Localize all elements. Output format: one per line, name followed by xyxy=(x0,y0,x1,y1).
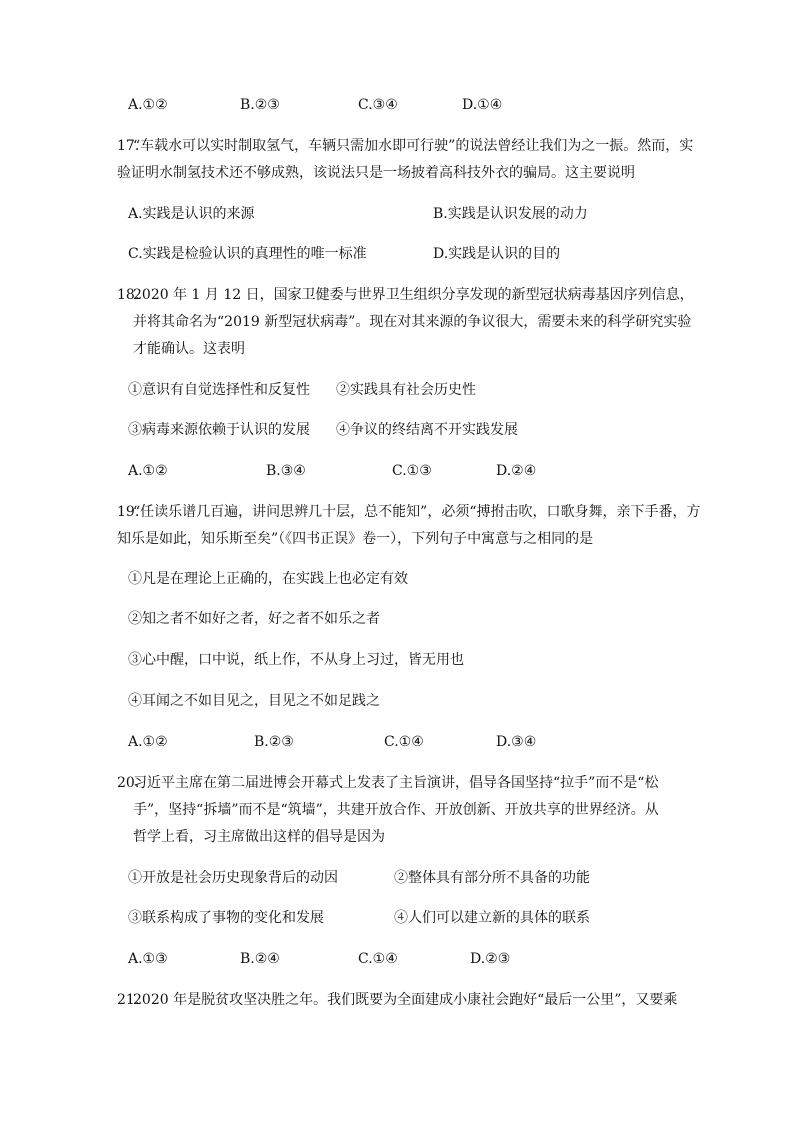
statement-3: ③心中醒，口中说，纸上作，不从身上习过，皆无用也 xyxy=(128,652,464,668)
statement-1: ①凡是在理论上正确的，在实践上也必定有效 xyxy=(128,571,408,587)
option-d: D.实践是认识的目的 xyxy=(433,246,561,262)
question-text-line: 知乐是如此，知乐斯至矣”（《四书正误》卷一），下列句子中寓意与之相同的是 xyxy=(117,531,594,547)
option-d: D.②④ xyxy=(496,463,537,479)
option-a: A.①③ xyxy=(128,951,168,967)
statement-2: ②知之者不如好之者，好之者不如乐之者 xyxy=(128,611,380,627)
statement-1: ①意识有自觉选择性和反复性 xyxy=(128,382,310,398)
statement-3: ③病毒来源依赖于认识的发展 xyxy=(128,422,310,438)
question-number: 20. xyxy=(117,775,140,791)
option-b: B.②③ xyxy=(240,97,280,113)
option-d: D.①④ xyxy=(462,97,503,113)
option-a: A.实践是认识的来源 xyxy=(128,206,255,222)
statement-4: ④人们可以建立新的具体的联系 xyxy=(394,910,590,926)
option-c: C.①③ xyxy=(392,463,432,479)
question-text-line: “任读乐谱几百遍，讲问思辨几十层，总不能知”，必须“搏拊击吹，口歌身舞，亲下手番，方 xyxy=(133,504,701,520)
question-number: 18. xyxy=(117,287,140,303)
question-text-line: 才能确认。这表明 xyxy=(133,341,245,357)
option-c: C.③④ xyxy=(358,97,398,113)
question-text-line: 验证明水制氢技术还不够成熟，该说法只是一场披着高科技外衣的骗局。这主要说明 xyxy=(117,165,635,181)
question-text-line: 手”，坚持“拆墙”而不是“筑墙”，共建开放合作、开放创新、开放共享的世界经济。从 xyxy=(133,802,659,818)
options-row xyxy=(0,461,794,481)
question-text-line: “车载水可以实时制取氢气，车辆只需加水即可行驶”的说法曾经让我们为之一振。然而，实 xyxy=(133,138,694,154)
option-c: C.①④ xyxy=(384,734,424,750)
statement-1: ①开放是社会历史现象背后的动因 xyxy=(128,870,338,886)
options-row xyxy=(0,949,794,969)
question-text-line: 2020 年是脱贫攻坚决胜之年。我们既要为全面建成小康社会跑好“最后一公里”，又要乘 xyxy=(133,992,678,1008)
option-b: B.实践是认识发展的动力 xyxy=(433,206,588,222)
option-c: C.①④ xyxy=(358,951,398,967)
question-number: 21. xyxy=(117,992,140,1008)
statement-2: ②实践具有社会历史性 xyxy=(336,382,476,398)
question-text-line: 习近平主席在第二届进博会开幕式上发表了主旨演讲，倡导各国坚持“拉手”而不是“松 xyxy=(133,775,659,791)
option-a: A.①② xyxy=(128,97,168,113)
question-text-line: 并将其命名为“2019 新型冠状病毒”。现在对其来源的争议很大，需要未来的科学研究实验 xyxy=(133,314,692,330)
statement-4: ④耳闻之不如目见之，目见之不如足践之 xyxy=(128,693,380,709)
statement-3: ③联系构成了事物的变化和发展 xyxy=(128,910,324,926)
option-d: D.③④ xyxy=(496,734,537,750)
question-number: 17. xyxy=(117,138,140,154)
option-b: B.②④ xyxy=(240,951,280,967)
options-row-q16 xyxy=(0,95,794,115)
question-text-line: 2020 年 1 月 12 日，国家卫健委与世界卫生组织分享发现的新型冠状病毒基因序列信息， xyxy=(133,287,694,303)
option-d: D.②③ xyxy=(470,951,511,967)
option-b: B.③④ xyxy=(266,463,306,479)
question-number: 19. xyxy=(117,504,140,520)
statement-4: ④争议的终结离不开实践发展 xyxy=(336,422,518,438)
option-b: B.②③ xyxy=(254,734,294,750)
statement-2: ②整体具有部分所不具备的功能 xyxy=(394,870,590,886)
option-a: A.①② xyxy=(128,734,168,750)
option-a: A.①② xyxy=(128,463,168,479)
options-row xyxy=(0,732,794,752)
option-c: C.实践是检验认识的真理性的唯一标准 xyxy=(128,246,367,262)
question-text-line: 哲学上看，习主席做出这样的倡导是因为 xyxy=(133,829,385,845)
